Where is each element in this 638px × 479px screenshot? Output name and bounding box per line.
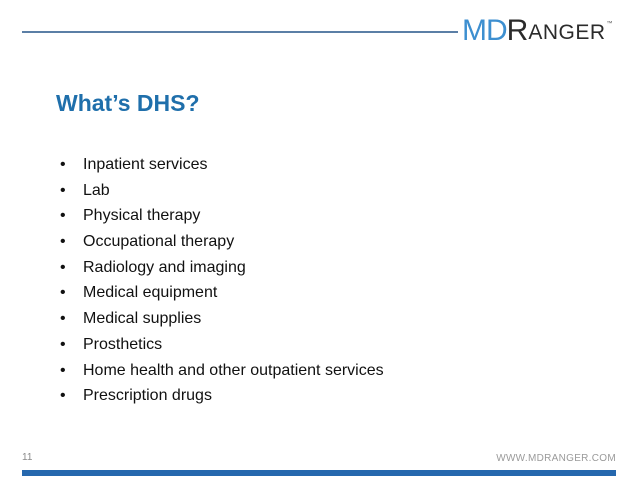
bullet-icon: •: [60, 181, 66, 199]
bullet-icon: •: [60, 258, 66, 276]
list-item-text: Prescription drugs: [83, 387, 212, 405]
list-item-text: Occupational therapy: [83, 233, 235, 251]
logo-trademark: ™: [606, 21, 613, 27]
bullet-icon: •: [60, 335, 66, 353]
page-number: 11: [22, 452, 33, 463]
bullet-icon: •: [60, 156, 66, 173]
bullet-icon: •: [60, 233, 66, 251]
bullet-icon: •: [60, 310, 66, 328]
bullet-icon: •: [60, 284, 66, 302]
list-item-text: Radiology and imaging: [83, 258, 246, 276]
list-item-text: Inpatient services: [83, 156, 208, 173]
list-item-text: Home health and other outpatient services: [83, 361, 384, 379]
slide-title: What’s DHS?: [56, 90, 200, 116]
list-item-text: Lab: [83, 181, 110, 199]
list-item-text: Physical therapy: [83, 207, 201, 225]
footer-bar: [22, 470, 616, 476]
header-divider: [22, 31, 458, 33]
list-item-text: Prosthetics: [83, 335, 163, 353]
mdranger-logo: [462, 15, 613, 47]
bullet-icon: •: [60, 207, 66, 225]
list-item-text: Medical equipment: [83, 284, 218, 302]
logo-md: MD: [462, 14, 507, 47]
logo-anger: ANGER: [528, 21, 606, 44]
website-url: WWW.MDRANGER.COM: [496, 453, 616, 464]
bullet-icon: •: [60, 361, 66, 379]
logo-r: R: [506, 14, 529, 47]
bullet-icon: •: [60, 387, 66, 405]
list-item-text: Medical supplies: [83, 310, 202, 328]
